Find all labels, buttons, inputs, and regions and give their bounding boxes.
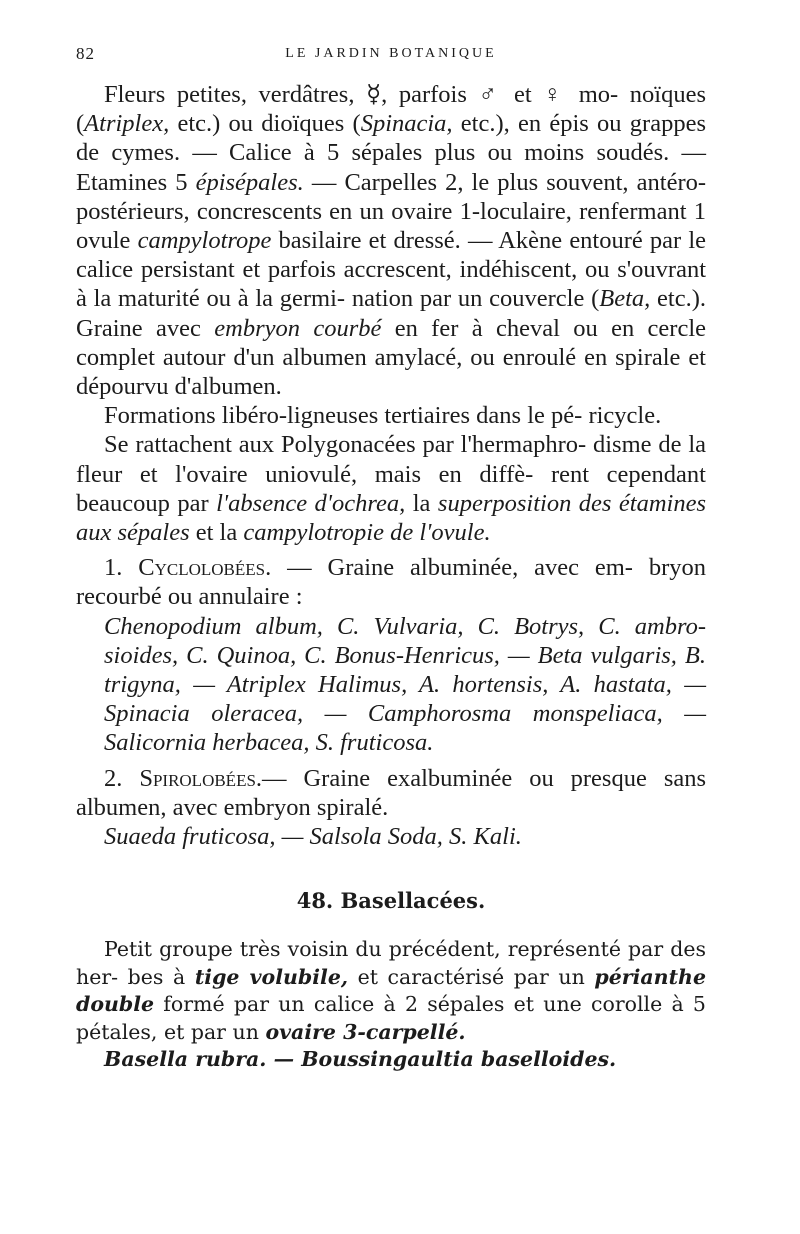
- basellaceae-species-list: [76, 1046, 706, 1074]
- cyclolobees-species-list: [76, 612, 706, 758]
- page-header: [76, 44, 706, 68]
- spirolobees-paragraph: [76, 764, 706, 822]
- family-heading: 48. Basellacées.: [296, 888, 486, 913]
- text-line: noïques (: [76, 81, 706, 138]
- species-line: Chenopodium album, C. Vulvaria, C. Botrys, C. ambro-: [104, 612, 706, 640]
- text-line: plus ou moins soudés. — Etamines 5: [76, 139, 707, 196]
- text-line: bryon recourbé ou annulaire :: [76, 554, 707, 611]
- text-line: et caractérisé par un: [348, 964, 595, 989]
- species-line: Basella rubra. — Boussingaultia baselloides.: [104, 1047, 617, 1071]
- text-line: — Graine albuminée, avec em-: [271, 554, 633, 582]
- text-line: sans albumen, avec embryon spiralé.: [76, 764, 707, 821]
- spirolobees-species-list: [76, 822, 706, 851]
- genus-name: Atriplex,: [84, 110, 170, 138]
- text-line: en fer à cheval ou en cercle complet: [76, 314, 707, 371]
- relations-paragraph: [76, 430, 706, 547]
- term-italic: campylotrope: [137, 227, 272, 255]
- text-line: Se rattachent aux Polygonacées par l'hermaphro-: [104, 431, 587, 459]
- term-bold-italic: périanthe double: [76, 964, 706, 1016]
- text-line: — Graine exalbuminée ou presque: [262, 764, 647, 792]
- species-line: Suaeda fruticosa, — Salsola Soda, S. Kali.: [104, 823, 522, 851]
- term-bold-italic: tige volubile,: [194, 964, 349, 989]
- term-italic: campylotropie: [243, 519, 384, 547]
- text-line: etc.),: [452, 110, 510, 138]
- description-paragraph: [76, 80, 706, 401]
- text-line: concrescents en un ovaire 1-loculaire, renfermant: [196, 197, 687, 225]
- basellaceae-text: [76, 936, 706, 1074]
- text-line: Carpelles 2, le plus souvent, antéro-postérieurs,: [76, 168, 707, 225]
- text-line: Petit groupe très voisin du précédent, représenté par des her-: [76, 937, 706, 989]
- text-line: —: [303, 168, 337, 196]
- text-line: et dépourvu d'albumen.: [76, 343, 706, 401]
- species-line: sioides, C. Quinoa, C. Bonus-Henricus, — Beta vulgaris,: [104, 641, 677, 669]
- text-line: etc.) ou dioïques (: [169, 110, 361, 138]
- term-bold-italic: ovaire 3-carpellé.: [265, 1019, 466, 1044]
- text-line: etc.). Graine avec: [76, 285, 706, 342]
- page-number: 82: [76, 44, 95, 63]
- term-italic: épisépales.: [195, 168, 304, 196]
- text-line: Formations libéro-ligneuses tertiaires dans le pé-: [104, 402, 583, 430]
- section-name: Cyclolobées.: [138, 554, 272, 582]
- chenopodiaceae-text: [76, 80, 706, 851]
- text-line: nation par un couvercle (: [351, 285, 600, 313]
- section-number: 2.: [104, 764, 140, 792]
- section-number: 1.: [104, 554, 139, 582]
- formations-paragraph: [76, 401, 706, 430]
- text-line: rent cependant beaucoup par: [76, 460, 706, 517]
- term-italic: embryon courbé: [214, 314, 382, 342]
- cyclolobees-paragraph: [76, 553, 706, 611]
- text-line: 1 ovule: [76, 197, 706, 255]
- genus-name: Spinacia,: [360, 110, 453, 138]
- basellaceae-paragraph: [76, 936, 706, 1046]
- term-italic: superposition des étamines aux sépales: [76, 489, 707, 547]
- species-line: Salicornia herbacea, S. fruticosa.: [104, 729, 434, 757]
- text-line: en épis ou grappes de cymes. — Calice à 5 sépales: [76, 110, 706, 167]
- text-line: formé: [154, 992, 225, 1016]
- text-line: disme de la fleur et l'ovaire uniovulé, mais en diffè-: [76, 431, 707, 488]
- text-line: indéhiscent, ou s'ouvrant à la maturité ou à la germi-: [76, 256, 707, 313]
- species-line: B. trigyna, — Atriplex Halimus, A. hortensis, A. hastata,: [104, 641, 706, 699]
- genus-name: Beta,: [599, 285, 651, 313]
- text-line: autour d'un albumen amylacé, ou enroulé en spirale: [162, 343, 681, 371]
- text-line: Fleurs petites, verdâtres, ☿, parfois ♂ et ♀ mo-: [104, 81, 619, 108]
- text-line: basilaire et dressé. — Akène: [271, 227, 563, 255]
- running-head: LE JARDIN BOTANIQUE: [285, 46, 497, 61]
- text-line: et la: [189, 519, 244, 547]
- section-name: Spirolobées.: [139, 764, 263, 792]
- species-line: — Spinacia oleracea, — Camphorosma monspeliaca, —: [104, 671, 706, 728]
- term-italic: l'absence d'ochrea,: [216, 489, 406, 517]
- text-line: ricycle.: [588, 402, 662, 430]
- text-line: la: [405, 489, 431, 517]
- text-line: par un calice à 2 sépales et une corolle à 5 pétales, et par un: [76, 992, 706, 1044]
- text-line: entouré par le calice persistant et parfois accrescent,: [76, 227, 707, 284]
- term-italic: de l'ovule.: [390, 519, 491, 547]
- text-line: bes à: [127, 964, 195, 989]
